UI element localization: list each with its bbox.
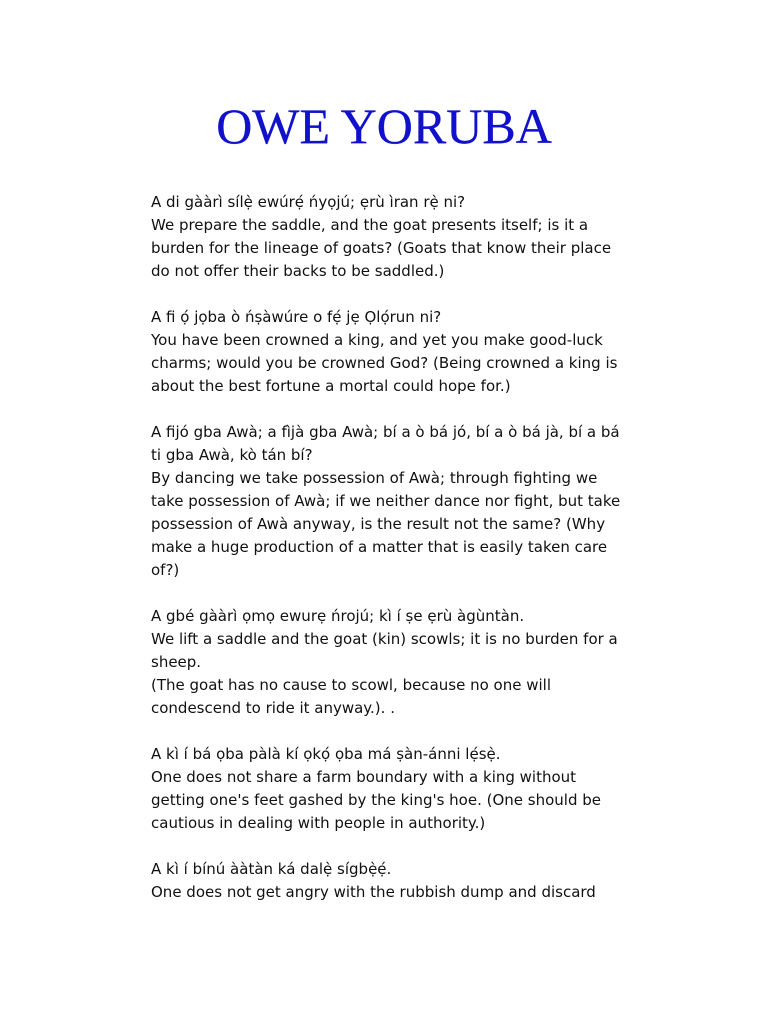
proverb-item (151, 858, 631, 904)
proverb-translation: We lift a saddle and the goat (kin) scowls; it is no burden for a sheep. (151, 630, 618, 671)
proverb-translation: One does not share a farm boundary with a king without getting one's feet gashed by the king's hoe. (One should be cautious in dealing with people in authority.) (151, 768, 601, 832)
proverb-yoruba: A gbé gààrì ọmọ ewurẹ ńrojú; kì í ṣe ẹrù àgùntàn. (151, 607, 525, 625)
proverb-yoruba: A kì í bá ọba pàlà kí ọkọ́ ọba má ṣàn-ánni lẹ́sẹ̀. (151, 745, 501, 763)
proverb-translation: By dancing we take possession of Awà; through fighting we take possession of Awà; if we neither dance nor fight, but take possession of Awà anyway, is the result not the same? (Why make a huge production of a matter that is easily taken care of?) (151, 469, 621, 579)
proverb-item (151, 191, 631, 283)
page-title: OWE YORUBA (216, 98, 552, 154)
proverb-yoruba: A fijó gba Awà; a fìjà gba Awà; bí a ò bá jó, bí a ò bá jà, bí a bá ti gba Awà, kò tán bí? (151, 423, 620, 464)
proverb-translation: We prepare the saddle, and the goat presents itself; is it a burden for the lineage of goats? (Goats that know their place do not offer their backs to be saddled.) (151, 216, 612, 280)
proverb-translation: You have been crowned a king, and yet you make good-luck charms; would you be crowned God? (Being crowned a king is about the best fortune a mortal could hope for.) (151, 331, 618, 395)
proverb-translation: One does not get angry with the rubbish dump and discard (151, 883, 596, 901)
proverb-item (151, 421, 631, 582)
proverb-list (151, 191, 631, 904)
proverb-item (151, 743, 631, 835)
proverb-item (151, 605, 631, 720)
proverb-item (151, 306, 631, 398)
proverb-note: (The goat has no cause to scowl, because no one will condescend to ride it anyway.). . (151, 676, 551, 717)
proverb-yoruba: A di gààrì sílẹ̀ ewúrẹ́ ńyọjú; ẹrù ìran rẹ̀ ni? (151, 193, 466, 211)
proverb-yoruba: A kì í bínú ààtàn ká dalẹ̀ sígbẹ̀ẹ́. (151, 860, 392, 878)
proverb-yoruba: A fi ọ́ jọba ò ńṣàwúre o fẹ́ jẹ Ọlọ́run ni? (151, 308, 442, 326)
